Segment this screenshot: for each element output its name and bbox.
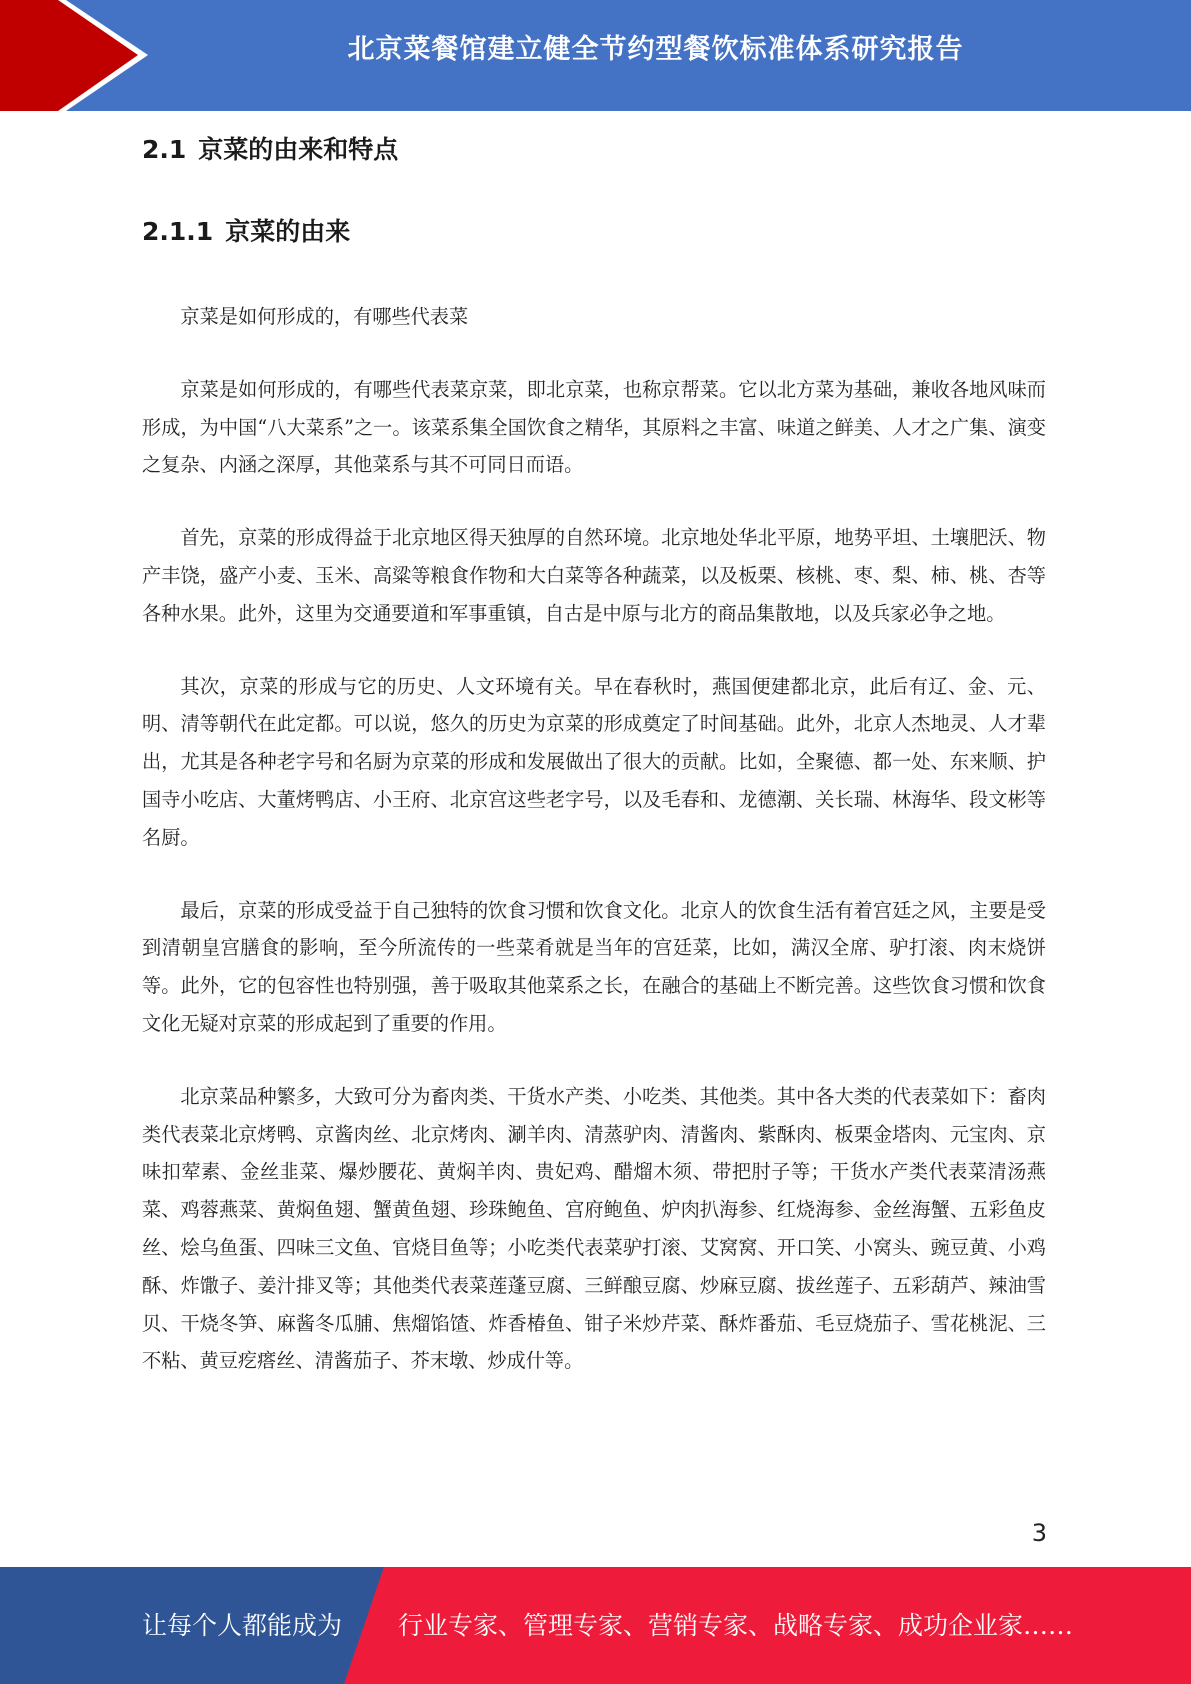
footer-slogan-left: 让每个人都能成为 bbox=[142, 1611, 343, 1640]
section-number: 2.1 bbox=[142, 135, 187, 164]
paragraph-dishes: 北京菜品种繁多，大致可分为畜肉类、干货水产类、小吃类、其他类。其中各大类的代表菜如下：畜肉类代表菜北京烤鸭、京酱肉丝、北京烤肉、涮羊肉、清蒸驴肉、清酱肉、紫酥肉、板栗金塔肉、元宝肉、京味扣荤素、金丝韭菜、爆炒腰花、黄焖羊肉、贵妃鸡、醋熘木须、带把肘子等；干货水产类代表菜清汤燕菜、鸡蓉燕菜、黄焖鱼翅、蟹黄鱼翅、珍珠鲍鱼、宫府鲍鱼、炉肉扒海参、红烧海参、金丝海蟹、五彩鱼皮丝、烩乌鱼蛋、四味三文鱼、官烧目鱼等；小吃类代表菜驴打滚、艾窝窝、开口笑、小窝头、豌豆黄、小鸡酥、炸馓子、姜汁排叉等；其他类代表菜莲蓬豆腐、三鲜酿豆腐、炒麻豆腐、拔丝莲子、五彩葫芦、辣油雪贝、干烧冬笋、麻酱冬瓜脯、焦熘馅馇、炸香椿鱼、钳子米炒芹菜、酥炸番茄、毛豆烧茄子、雪花桃泥、三不粘、黄豆疙瘩丝、清酱茄子、芥末墩、炒成什等。 bbox=[142, 1084, 1046, 1373]
paragraph-culture: 最后，京菜的形成受益于自己独特的饮食习惯和饮食文化。北京人的饮食生活有着宫廷之风，主要是受到清朝皇宫膳食的影响，至今所流传的一些菜肴就是当年的宫廷菜，比如，满汉全席、驴打滚、肉末烧饼等。此外，它的包容性也特别强，善于吸取其他菜系之长，在融合的基础上不断完善。这些饮食习惯和饮食文化无疑对京菜的形成起到了重要的作用。 bbox=[142, 898, 1046, 1035]
paragraph-definition: 京菜是如何形成的，有哪些代表菜京菜，即北京菜，也称京帮菜。它以北方菜为基础，兼收各地风味而形成，为中国“八大菜系”之一。该菜系集全国饮食之精华，其原料之丰富、味道之鲜美、人才之广集、演变之复杂、内涵之深厚，其他菜系与其不可同日而语。 bbox=[142, 377, 1046, 477]
arrow-chevron-icon bbox=[0, 0, 160, 111]
subsection-heading bbox=[142, 212, 1046, 252]
section-title: 京菜的由来和特点 bbox=[198, 135, 399, 164]
section-heading bbox=[142, 130, 1046, 170]
subsection-number: 2.1.1 bbox=[142, 217, 214, 246]
document-title: 北京菜餐馆建立健全节约型餐饮标准体系研究报告 bbox=[347, 34, 964, 65]
page-number: 3 bbox=[1031, 1519, 1047, 1547]
paragraph-environment: 首先，京菜的形成得益于北京地区得天独厚的自然环境。北京地处华北平原，地势平坦、土壤肥沃、物产丰饶，盛产小麦、玉米、高粱等粮食作物和大白菜等各种蔬菜，以及板栗、核桃、枣、梨、柿、桃、杏等各种水果。此外，这里为交通要道和军事重镇，自古是中原与北方的商品集散地，以及兵家必争之地。 bbox=[142, 526, 1046, 625]
footer-slogan-right: 行业专家、管理专家、营销专家、战略专家、成功企业家…… bbox=[398, 1611, 1074, 1640]
paragraph-intro: 京菜是如何形成的，有哪些代表菜 bbox=[180, 305, 469, 328]
footer-banner bbox=[0, 1567, 1191, 1684]
header-banner bbox=[0, 0, 1191, 111]
paragraph-history: 其次，京菜的形成与它的历史、人文环境有关。早在春秋时，燕国便建都北京，此后有辽、金、元、明、清等朝代在此定都。可以说，悠久的历史为京菜的形成奠定了时间基础。此外，北京人杰地灵、人才辈出，尤其是各种老字号和名厨为京菜的形成和发展做出了很大的贡献。比如，全聚德、都一处、东来顺、护国寺小吃店、大董烤鸭店、小王府、北京宫这些老字号，以及毛春和、龙德潮、关长瑞、林海华、段文彬等名厨。 bbox=[142, 674, 1046, 849]
page-content bbox=[142, 130, 1046, 1380]
subsection-title: 京菜的由来 bbox=[225, 217, 351, 246]
